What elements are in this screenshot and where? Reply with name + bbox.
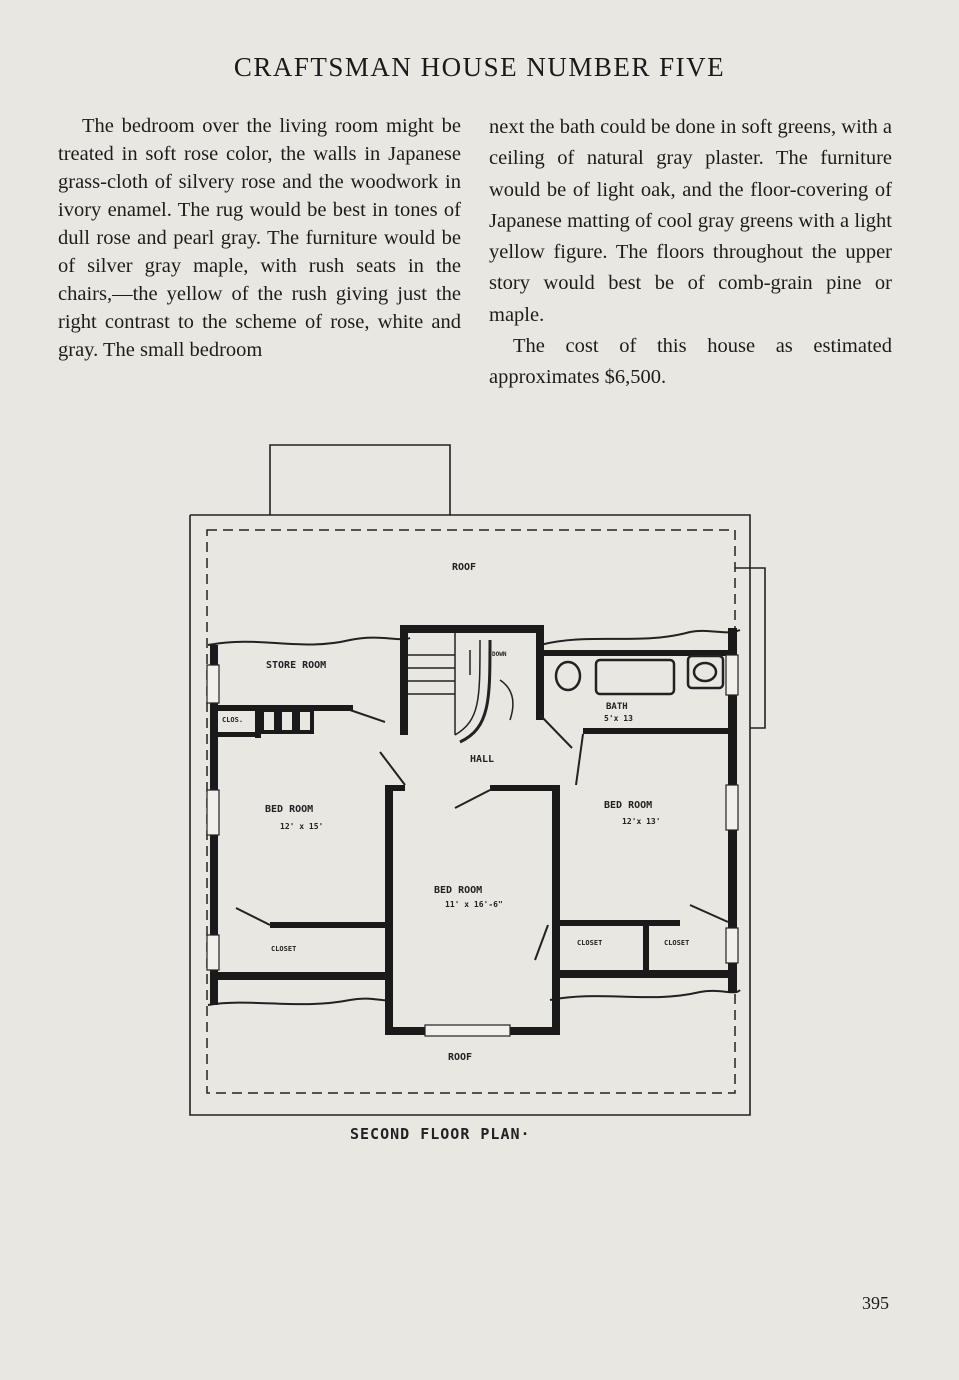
roof-outline (190, 445, 765, 1115)
right-paragraph-1: next the bath could be done in soft greens, with a ceiling of natural gray plaster. The furniture would be of light oak, and the floor-covering of Japanese matting of cool gray greens with a light yellow figure. The floors throughout the upper story would best be of comb-grain pine or maple. (489, 116, 892, 326)
bed-room-center-size: 11' x 16'-6" (445, 900, 503, 909)
left-text-column (58, 112, 461, 364)
page-number: 395 (862, 1293, 889, 1313)
bed-room-left-size: 12' x 15' (280, 822, 324, 831)
down-label: DOWN (492, 651, 507, 658)
closet-left-label: CLOSET (271, 945, 297, 953)
second-floor-plan (170, 430, 790, 1150)
page-title: CRAFTSMAN HOUSE NUMBER FIVE (233, 52, 726, 82)
bath-label: BATH (606, 702, 628, 712)
bed-room-left-label: BED ROOM (265, 804, 314, 815)
clos-label: CLOS. (222, 716, 244, 724)
right-text-column (489, 112, 892, 394)
bed-room-center-label: BED ROOM (434, 885, 483, 896)
staircase (408, 633, 513, 742)
roof-label-bottom: ROOF (448, 1052, 473, 1063)
closet-center-label: CLOSET (577, 939, 603, 947)
hall-label: HALL (470, 754, 495, 765)
bed-room-right-size: 12'x 13' (622, 817, 661, 826)
roof-label-top: ROOF (452, 562, 477, 573)
linen-closet (262, 710, 312, 732)
closet-right-label: CLOSET (664, 939, 690, 947)
right-paragraph-2: The cost of this house as estimated approximates $6,500. (489, 335, 892, 389)
store-room-label: STORE ROOM (266, 660, 327, 671)
bath-size-label: 5'x 13 (604, 714, 633, 723)
plan-caption: SECOND FLOOR PLAN· (350, 1125, 531, 1143)
bath-fixtures (556, 656, 723, 694)
left-paragraph: The bedroom over the living room might be treated in soft rose color, the walls in Japanese grass-cloth of silvery rose and the woodwork in ivory enamel. The rug would be best in tones of dull rose and pearl gray. The furniture would be of silver gray maple, with rush seats in the chairs,—the yellow of the rush giving just the right contrast to the scheme of rose, white and gray. The small bedroom (58, 115, 461, 361)
bed-room-right-label: BED ROOM (604, 800, 653, 811)
